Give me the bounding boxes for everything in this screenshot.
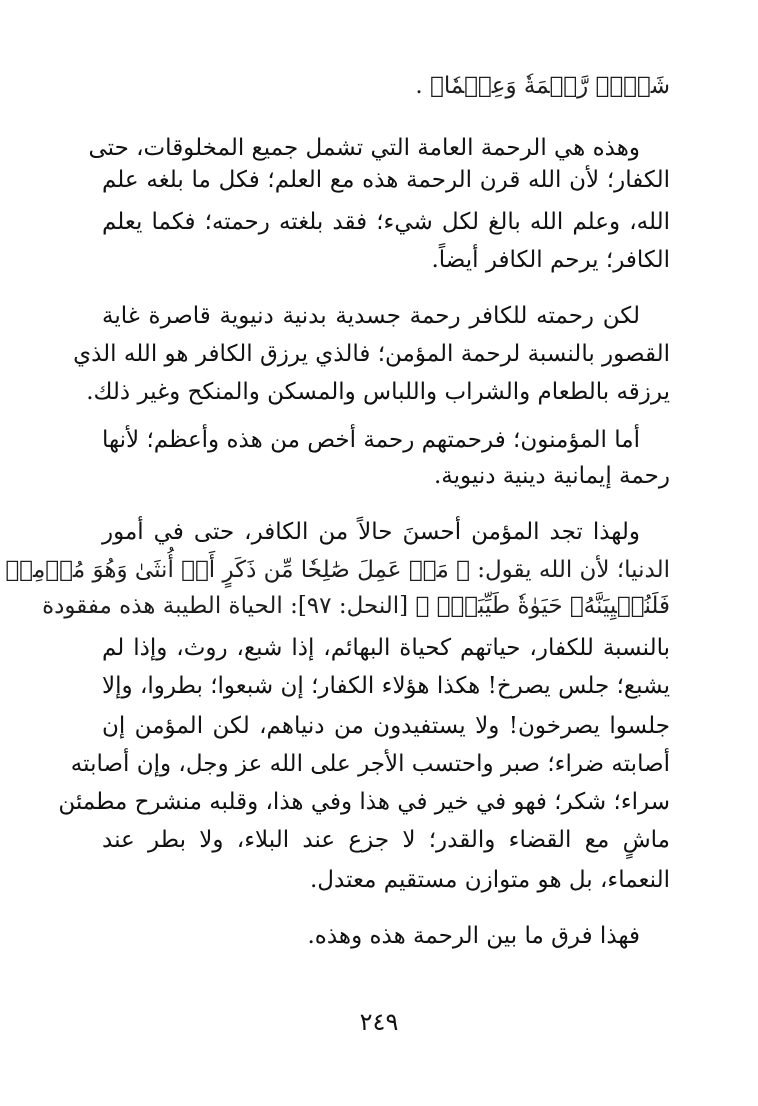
paragraph-1-line-1: وهذه هي الرحمة العامة التي تشمل جميع المخلوقات، حتى	[88, 135, 640, 161]
paragraph-5-line-1: فهذا فرق ما بين الرحمة هذه وهذه.	[307, 923, 640, 949]
paragraph-2-line-3: يرزقه بالطعام والشراب واللباس والمسكن والمنكح وغير ذلك.	[86, 379, 670, 405]
paragraph-4-line-6: جلسوا يصرخون! ولا يستفيدون من دنياهم، لكن المؤمن إن	[102, 713, 670, 739]
page-number: ٢٤٩	[359, 1008, 399, 1036]
paragraph-4-line-7: أصابته ضراء؛ صبر واحتسب الأجر على الله عز وجل، وإن أصابته	[70, 751, 670, 777]
paragraph-1-line-4: الكافر؛ يرحم الكافر أيضاً.	[431, 247, 670, 273]
paragraph-4-line-3: فَلَنُحۡيِيَنَّهُۥ حَيَوٰةٗ طَيِّبَةٗۖ ﴾ [النحل: ٩٧]: الحياة الطيبة هذه مفقودة	[42, 593, 670, 619]
paragraph-3-line-2: رحمة إيمانية دينية دنيوية.	[433, 463, 670, 489]
paragraph-4-line-1: ولهذا تجد المؤمن أحسنَ حالاً من الكافر، حتى في أمور	[102, 519, 640, 545]
paragraph-3-line-1: أما المؤمنون؛ فرحمتهم رحمة أخص من هذه وأعظم؛ لأنها	[102, 427, 640, 453]
paragraph-4-line-10: النعماء، بل هو متوازن مستقيم معتدل.	[309, 867, 670, 893]
paragraph-2-line-2: القصور بالنسبة لرحمة المؤمن؛ فالذي يرزق الكافر هو الله الذي	[73, 341, 670, 367]
paragraph-4-line-5: يشبع؛ جلس يصرخ! هكذا هؤلاء الكفار؛ إن شبعوا؛ بطروا، وإلا	[102, 673, 670, 699]
paragraph-4-line-8: سراء؛ شكر؛ فهو في خير في هذا وفي هذا، وقلبه منشرح مطمئن	[58, 789, 670, 815]
paragraph-4-line-4: بالنسبة للكفار، حياتهم كحياة البهائم، إذا شبع، روث، وإذا لم	[102, 635, 670, 661]
verse-fragment-line: شَيۡءٖ رَّحۡمَةٗ وَعِلۡمٗا﴾ .	[415, 73, 670, 99]
paragraph-1-line-2: الكفار؛ لأن الله قرن الرحمة هذه مع العلم؛ فكل ما بلغه علم	[102, 167, 670, 193]
paragraph-1-line-3: الله، وعلم الله بالغ لكل شيء؛ فقد بلغته رحمته؛ فكما يعلم	[102, 209, 670, 235]
paragraph-4-line-9: ماشٍ مع القضاء والقدر؛ لا جزع عند البلاء، ولا بطر عند	[102, 827, 670, 853]
paragraph-4-line-2: الدنيا؛ لأن الله يقول: ﴿ مَنۡ عَمِلَ صَٰلِحٗا مِّن ذَكَرٍ أَوۡ أُنثَىٰ وَهُوَ مُؤۡمِنٞ	[5, 557, 670, 583]
paragraph-2-line-1: لكن رحمته للكافر رحمة جسدية بدنية دنيوية قاصرة غاية	[102, 303, 640, 329]
